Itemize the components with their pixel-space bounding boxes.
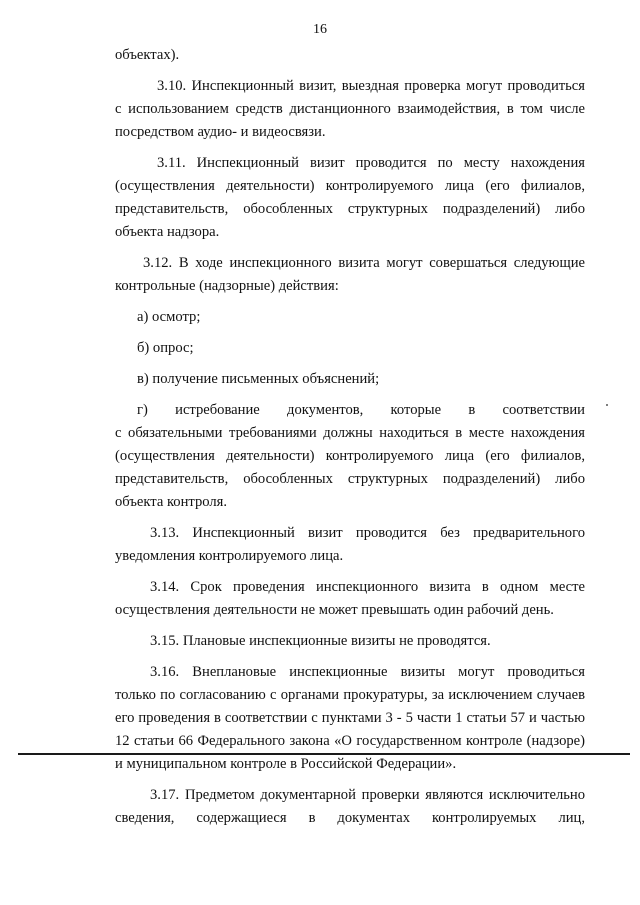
text-line: уведомления контролируемого лица.	[115, 548, 344, 564]
text-line: (осуществления деятельности) контролируемого лица (его филиалов,	[115, 448, 585, 464]
scan-speck	[606, 404, 608, 406]
text-line: 12 статьи 66 Федерального закона «О государственном контроле (надзоре)	[115, 733, 585, 749]
text-line: представительств, обособленных структурных подразделений) либо	[115, 471, 585, 487]
list-item: б) опрос;	[137, 340, 194, 356]
text-line: с использованием средств дистанционного взаимодействия, в том числе	[115, 101, 585, 117]
list-item: в) получение письменных объяснений;	[137, 371, 380, 387]
text-line: объекта контроля.	[115, 494, 228, 510]
text-line: его проведения в соответствии с пунктами 3 - 5 части 1 статьи 57 и частью	[115, 710, 585, 726]
text-line: представительств, обособленных структурных подразделений) либо	[115, 201, 585, 217]
text-line: с обязательными требованиями должны находиться в месте нахождения	[115, 425, 585, 441]
text-line: 3.14. Срок проведения инспекционного визита в одном месте	[150, 579, 585, 595]
text-line: 3.15. Плановые инспекционные визиты не проводятся.	[150, 633, 491, 649]
text-line: объекта надзора.	[115, 224, 220, 240]
text-line: контрольные (надзорные) действия:	[115, 278, 339, 294]
list-item: г) истребование документов, которые в соответствии	[137, 402, 585, 418]
text-line: 3.12. В ходе инспекционного визита могут совершаться следующие	[143, 255, 585, 271]
text-line: посредством аудио- и видеосвязи.	[115, 124, 326, 140]
text-line: только по согласованию с органами прокуратуры, за исключением случаев	[115, 687, 585, 703]
text-line: 3.10. Инспекционный визит, выездная проверка могут проводиться	[157, 78, 585, 94]
text-line: и муниципальном контроле в Российской Федерации».	[115, 756, 457, 772]
text-line: осуществления деятельности не может превышать один рабочий день.	[115, 602, 554, 618]
page-number: 16	[313, 22, 327, 37]
text-line: 3.17. Предметом документарной проверки являются исключительно	[150, 787, 585, 803]
text-line: (осуществления деятельности) контролируемого лица (его филиалов,	[115, 178, 585, 194]
text-line: 3.13. Инспекционный визит проводится без предварительного	[150, 525, 585, 541]
text-line: 3.16. Внеплановые инспекционные визиты могут проводиться	[150, 664, 585, 680]
document-body	[115, 44, 585, 830]
list-item: а) осмотр;	[137, 309, 201, 325]
text-line: 3.11. Инспекционный визит проводится по месту нахождения	[157, 155, 585, 171]
text-line: объектах).	[115, 47, 180, 63]
page-bottom-rule	[18, 753, 630, 755]
text-line: сведения, содержащиеся в документах контролируемых лиц,	[115, 810, 585, 826]
